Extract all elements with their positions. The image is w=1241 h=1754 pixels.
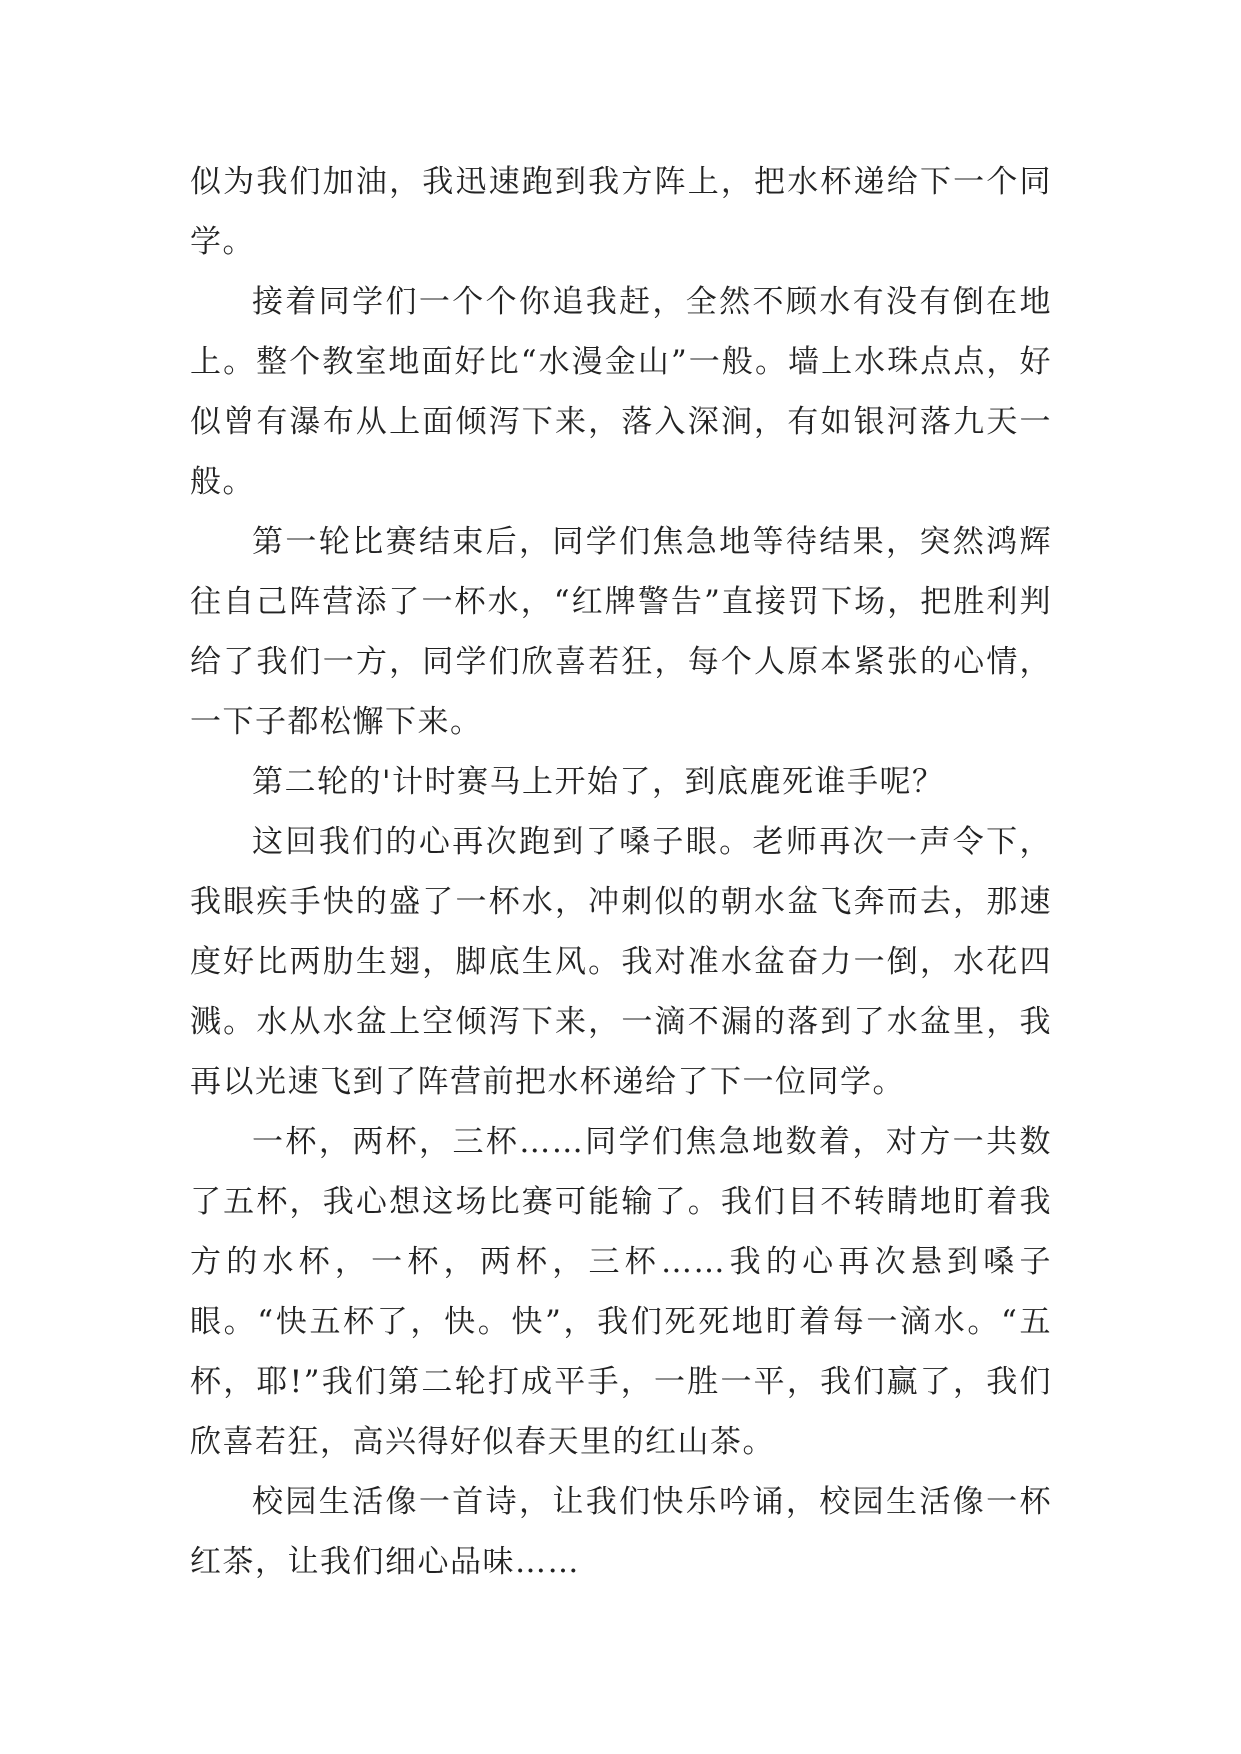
paragraph-first-round-result: 第一轮比赛结束后，同学们焦急地等待结果，突然鸿辉往自己阵营添了一杯水，“红牌警告”直接罚下场，把胜利判给了我们一方，同学们欣喜若狂，每个人原本紧张的心情，一下子都松懈下来。 (190, 524, 1052, 740)
paragraph-conclusion: 校园生活像一首诗，让我们快乐吟诵，校园生活像一杯红茶，让我们细心品味…… (190, 1484, 1052, 1580)
paragraph-second-round-action: 这回我们的心再次跑到了嗓子眼。老师再次一声令下，我眼疾手快的盛了一杯水，冲刺似的朝水盆飞奔而去，那速度好比两肋生翅，脚底生风。我对准水盆奋力一倒，水花四溅。水从水盆上空倾泻下来，一滴不漏的落到了水盆里，我再以光速飞到了阵营前把水杯递给了下一位同学。 (190, 824, 1052, 1100)
paragraph-counting: 一杯，两杯，三杯……同学们焦急地数着，对方一共数了五杯，我心想这场比赛可能输了。我们目不转睛地盯着我方的水杯，一杯，两杯，三杯……我的心再次悬到嗓子眼。“快五杯了，快。快”，我们死死地盯着每一滴水。“五杯，耶!”我们第二轮打成平手，一胜一平，我们赢了，我们欣喜若狂，高兴得好似春天里的红山茶。 (190, 1124, 1052, 1460)
document-body (190, 152, 1052, 1592)
paragraph-chase: 接着同学们一个个你追我赶，全然不顾水有没有倒在地上。整个教室地面好比“水漫金山”一般。墙上水珠点点，好似曾有瀑布从上面倾泻下来，落入深涧，有如银河落九天一般。 (190, 284, 1052, 500)
paragraph-continuation: 似为我们加油，我迅速跑到我方阵上，把水杯递给下一个同学。 (190, 164, 1052, 260)
paragraph-second-round-start: 第二轮的'计时赛马上开始了，到底鹿死谁手呢？ (252, 764, 945, 800)
